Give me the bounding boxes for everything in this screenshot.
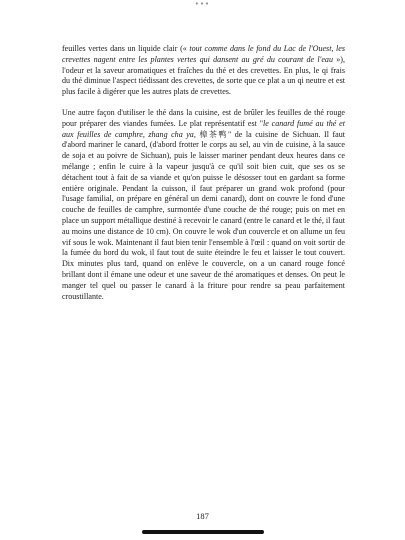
quotation-italic: tout comme dans le fond du Lac de l'Ouest, les crevettes nagent entre les plantes vertes qui dansent au gré du courant de l'eau: [62, 44, 345, 64]
paragraph-1: [62, 44, 345, 98]
paragraph-1-text: »), l'odeur et la saveur aromatiques et fraîches du thé et des crevettes. En plus, le qi frais du thé diminue l'aspect tiédissant des crevettes, de sorte que ce plat a un qi neutre et est plus facile à digérer que les autres plats de crevettes.: [62, 54, 345, 97]
page-menu-dots[interactable]: •••: [194, 0, 211, 8]
paragraph-1-text: feuilles vertes dans un liquide clair («: [62, 44, 190, 53]
paragraph-2-text: 樟茶鸭" de la cuisine de Sichuan. Il faut d'abord mariner le canard, (d'abord frotter le corps au sel, au vin de cuisine, à la sauce de soja et au poivre de Sichuan), puis le laisser mariner pendant deux heures dans ce mélange ; enfin le cuire à la vapeur jusqu'à ce qu'il soit bien cuit, que ses os se détachent tout à fait de sa viande et qu'on puisse le désosser tout en gardant sa forme entière originale. Pendant la cuisson, il faut préparer un grand wok profond (pour l'usage familial, on prépare en général un demi canard), dont on couvre le fond d'une couche de feuilles de camphre, surmontée d'une couche de thé rouge; puis on met en place un support métallique destiné à recevoir le canard (entre le canard et le thé, il faut au moins une distance de 10 cm). On couvre le wok d'un couvercle et on allume un feu vif sous le wok. Maintenant il faut bien tenir l'ensemble à l'œil : quand on voit sortir de la fumée du bord du wok, il faut tout de suite éteindre le feu et laisser le tout couvert. Dix minutes plus tard, quand on enlève le couvercle, on a un canard rouge foncé brillant dont il émane une odeur et une saveur de thé aromatiques et denses. On peut le manger tel quel ou passer le canard à la friture pour rendre sa peau parfaitement croustillante.: [62, 129, 345, 301]
home-indicator-bar[interactable]: [142, 530, 264, 534]
page-number: 187: [196, 511, 209, 521]
page-body-text: [62, 44, 345, 302]
paragraph-2-text: Une autre façon d'utiliser le thé dans la cuisine, est de brûler les feuilles de thé rouge pour préparer des viandes fumées. Le plat représentatif est ": [62, 107, 345, 128]
paragraph-2: [62, 108, 345, 302]
dish-name-italic: le canard fumé au thé et aux feuilles de camphre, zhang cha ya,: [62, 118, 345, 139]
